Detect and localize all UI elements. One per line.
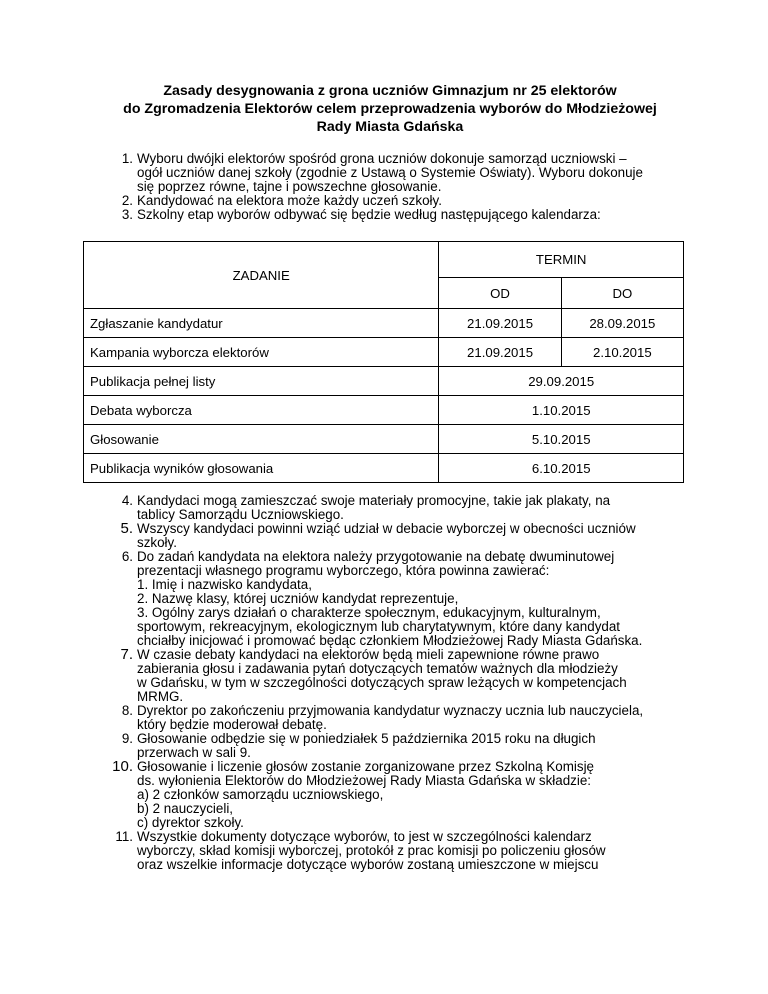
task-cell: Zgłaszanie kandydatur xyxy=(84,309,439,338)
list-item xyxy=(103,704,683,732)
task-cell: Głosowanie xyxy=(84,425,439,454)
task-cell: Publikacja wyników głosowania xyxy=(84,454,439,483)
table-row xyxy=(84,338,684,367)
item-text-line: przerwach w sali 9. xyxy=(137,745,251,760)
list-item xyxy=(103,194,683,208)
table-row xyxy=(84,425,684,454)
item-text-line: Głosowanie odbędzie się w poniedziałek 5 października 2015 roku na długich xyxy=(137,731,596,746)
item-number: 8. xyxy=(121,703,133,718)
table-row xyxy=(84,396,684,425)
item-text-line: Głosowanie i liczenie głosów zostanie zorganizowane przez Szkolną Komisję xyxy=(137,759,595,774)
table-row xyxy=(84,454,684,483)
from-cell: 21.09.2015 xyxy=(439,338,561,367)
list-item xyxy=(103,732,683,760)
item-text-line: Wszystkie dokumenty dotyczące wyborów, to jest w szczególności kalendarz xyxy=(137,829,592,844)
item-number: 5. xyxy=(120,520,133,537)
item-text-line: 2. Nazwę klasy, której uczniów kandydat reprezentuje, xyxy=(137,591,459,606)
item-number: 1. xyxy=(121,151,133,166)
task-cell: Kampania wyborcza elektorów xyxy=(84,338,439,367)
list-item xyxy=(103,830,683,872)
date-cell: 5.10.2015 xyxy=(439,425,684,454)
item-text-line: który będzie moderował debatę. xyxy=(137,717,327,732)
list-item xyxy=(103,522,683,550)
to-cell: 2.10.2015 xyxy=(561,338,683,367)
list-item xyxy=(103,494,683,522)
item-text-line: b) 2 nauczycieli, xyxy=(137,801,234,816)
item-text-line: chciałby inicjować i promować będąc członkiem Młodzieżowej Rady Miasta Gdańska. xyxy=(137,633,643,648)
item-text-line: w Gdańsku, w tym w szczególności dotyczących spraw leżących w kompetencjach xyxy=(137,675,627,690)
item-text-line: Dyrektor po zakończeniu przyjmowania kandydatur wyznaczy ucznia lub nauczyciela, xyxy=(137,703,644,718)
item-text-line: 1. Imię i nazwisko kandydata, xyxy=(137,577,312,592)
header-task: ZADANIE xyxy=(84,242,439,309)
item-text-line: ds. wyłonienia Elektorów do Młodzieżowej Rady Miasta Gdańska w składzie: xyxy=(137,773,592,788)
item-number: 6. xyxy=(121,549,133,564)
table-row xyxy=(84,367,684,396)
item-text-line: Wszyscy kandydaci powinni wziąć udział w debacie wyborczej w obecności uczniów xyxy=(137,521,636,536)
date-cell: 6.10.2015 xyxy=(439,454,684,483)
item-text-line: Wyboru dwójki elektorów spośród grona uczniów dokonuje samorząd uczniowski – xyxy=(137,151,627,166)
item-number: 9. xyxy=(121,731,133,746)
header-term: TERMIN xyxy=(439,242,684,278)
item-text-line: tablicy Samorządu Uczniowskiego. xyxy=(137,507,344,522)
item-number: 11. xyxy=(115,829,133,844)
list-item xyxy=(103,208,683,222)
item-text-line: Do zadań kandydata na elektora należy przygotowanie na debatę dwuminutowej xyxy=(137,549,615,564)
table-row xyxy=(84,309,684,338)
item-text-line: sportowym, rekreacyjnym, ekologicznym lub charytatywnym, które dany kandydat xyxy=(137,619,620,634)
task-cell: Debata wyborcza xyxy=(84,396,439,425)
from-cell: 21.09.2015 xyxy=(439,309,561,338)
item-text-line: 3. Ogólny zarys działań o charakterze społecznym, edukacyjnym, kulturalnym, xyxy=(137,605,601,620)
item-text-line: zabierania głosu i zadawania pytań dotyczących tematów ważnych dla młodzieży xyxy=(137,661,618,676)
list-item xyxy=(103,550,683,648)
item-text-line: MRMG. xyxy=(137,689,184,704)
item-text-line: się poprzez równe, tajne i powszechne głosowanie. xyxy=(137,179,442,194)
item-text-line: W czasie debaty kandydaci na elektorów będą mieli zapewnione równe prawo xyxy=(137,647,600,662)
item-text-line: szkoły. xyxy=(137,535,177,550)
item-number: 4. xyxy=(121,493,133,508)
list-item xyxy=(103,152,683,194)
item-text-line: Kandydować na elektora może każdy uczeń szkoły. xyxy=(137,193,442,208)
document-title xyxy=(80,82,700,136)
item-text-line: oraz wszelkie informacje dotyczące wyborów zostaną umieszczone w miejscu xyxy=(137,857,599,872)
item-text-line: Kandydaci mogą zamieszczać swoje materiały promocyjne, takie jak plakaty, na xyxy=(137,493,611,508)
to-cell: 28.09.2015 xyxy=(561,309,683,338)
item-number: 10. xyxy=(112,758,133,775)
item-text-line: c) dyrektor szkoły. xyxy=(137,815,244,830)
rules-list-bottom xyxy=(103,494,683,872)
list-item xyxy=(103,648,683,704)
title-line-2: do Zgromadzenia Elektorów celem przeprowadzenia wyborów do Młodzieżowej xyxy=(123,101,657,117)
title-line-3: Rady Miasta Gdańska xyxy=(316,119,464,135)
item-number: 2. xyxy=(121,193,133,208)
item-text-line: prezentacji własnego programu wyborczego, która powinna zawierać: xyxy=(137,563,550,578)
list-item xyxy=(103,760,683,830)
item-number: 7. xyxy=(120,646,133,663)
item-text-line: ogół uczniów danej szkoły (zgodnie z Ustawą o Systemie Oświaty). Wyboru dokonuje xyxy=(137,165,643,180)
title-line-1: Zasady desygnowania z grona uczniów Gimnazjum nr 25 elektorów xyxy=(163,83,617,99)
item-number: 3. xyxy=(121,207,133,222)
date-cell: 1.10.2015 xyxy=(439,396,684,425)
task-cell: Publikacja pełnej listy xyxy=(84,367,439,396)
item-text-line: Szkolny etap wyborów odbywać się będzie według następującego kalendarza: xyxy=(137,207,601,222)
date-cell: 29.09.2015 xyxy=(439,367,684,396)
election-calendar-table xyxy=(83,241,684,483)
rules-list-top xyxy=(103,152,683,222)
header-to: DO xyxy=(561,278,683,309)
item-text-line: a) 2 członków samorządu uczniowskiego, xyxy=(137,787,384,802)
item-text-line: wyborczy, skład komisji wyborczej, protokół z prac komisji po policzeniu głosów xyxy=(137,843,606,858)
header-from: OD xyxy=(439,278,561,309)
